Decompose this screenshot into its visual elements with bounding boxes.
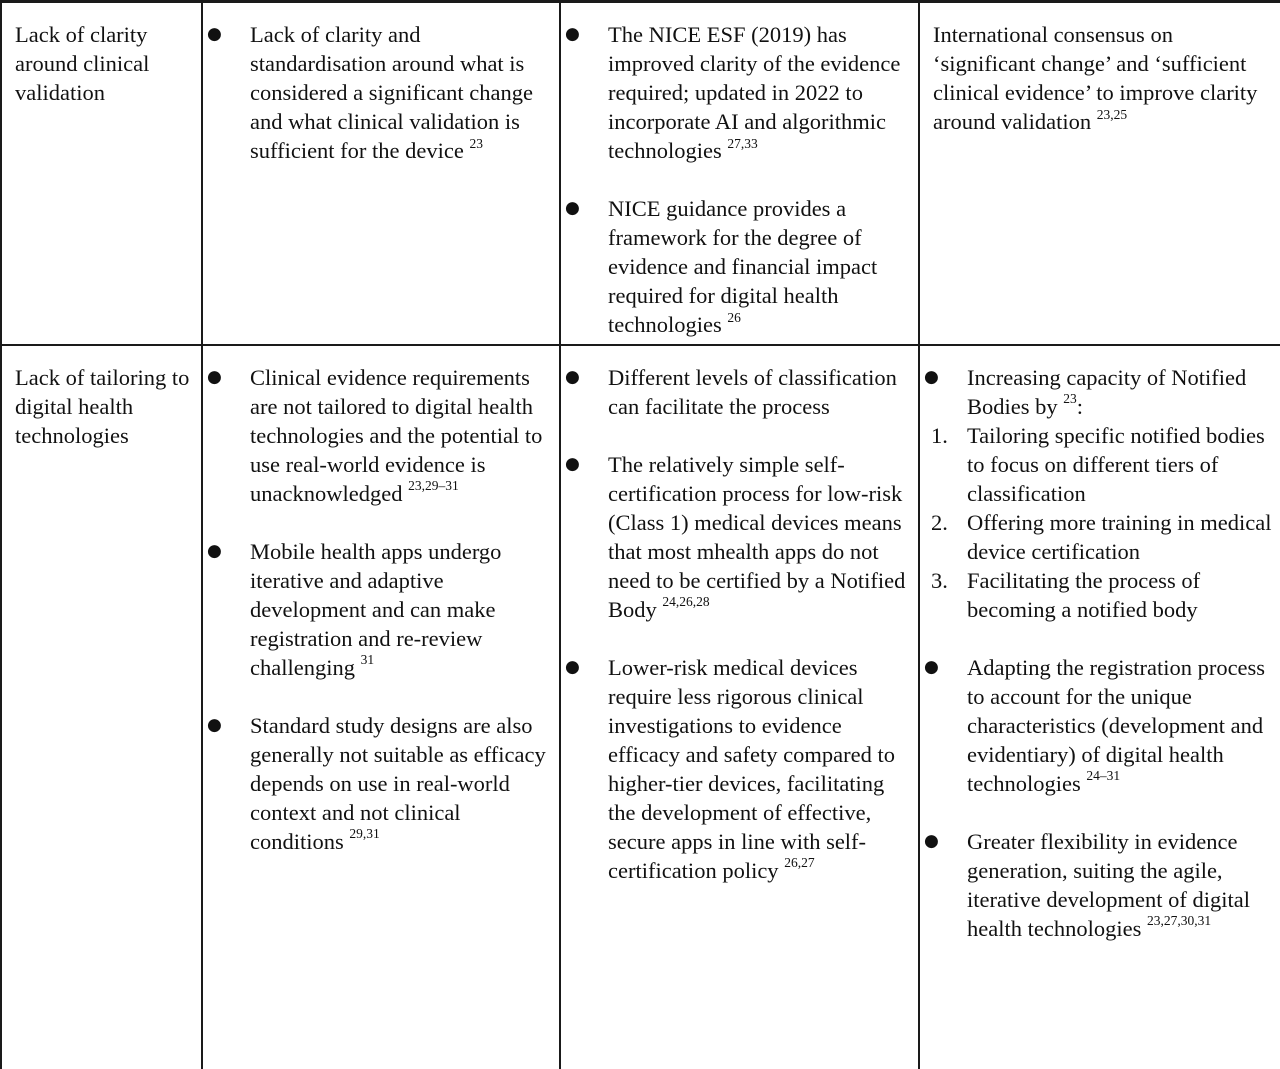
list-item: ● The relatively simple self-certification process for low-risk (Class 1) medical devices means that most mhealth apps do not need to be certified by a Notified Body $^{24,26,28}$: [565, 451, 906, 622]
reference-superscript: 26,27: [784, 855, 815, 870]
reference-superscript: 23,27,30,31: [1146, 913, 1212, 928]
bullet-icon: ●: [207, 540, 222, 561]
enablers-list: [561, 346, 918, 885]
recommendation-text: International consensus on ‘significant change’ and ‘sufficient clinical evidence’ to improve clarity around validation $^{23,25}$: [933, 22, 1258, 134]
bullet-icon: ●: [565, 656, 580, 677]
list-item: ● Lower-risk medical devices require less rigorous clinical investigations to evidence efficacy and safety compared to higher-tier devices, facilitating the development of effective, secure apps in line with self-certification policy $^{26,27}$: [565, 654, 895, 883]
bullet-icon: ●: [565, 24, 580, 44]
list-item: ● Mobile health apps undergo iterative and adaptive development and can make registration and re-review challenging $^{31}$: [207, 538, 502, 680]
list-item: ● Different levels of classification can facilitate the process: [565, 364, 897, 419]
numbered-item: 1. Tailoring specific notified bodies to focus on different tiers of classification: [931, 422, 1265, 506]
bullet-icon: ●: [207, 24, 222, 44]
recommendations-cell: [919, 2, 1280, 345]
challenges-list: [203, 3, 559, 165]
enablers-cell: [560, 2, 919, 345]
bullet-icon: ●: [565, 366, 580, 387]
table-row: [1, 2, 1280, 345]
numbered-item: 2. Offering more training in medical device certification: [931, 509, 1272, 564]
list-item: ● Lack of clarity and standardisation around what is considered a significant change and what clinical validation is sufficient for the device $^{23}$: [207, 22, 534, 163]
bullet-icon: ●: [565, 198, 580, 218]
barrier-cell: [1, 2, 202, 345]
reference-superscript: 31: [360, 652, 375, 667]
reference-superscript: 24,26,28: [662, 594, 710, 609]
list-item: ● Increasing capacity of Notified Bodies by $^{23}$: 1. Tailoring specific notified bodies to focus on different tiers of classification 2. Offering more training in medical device certification 3. Facilitating the process of becoming a notified body: [924, 364, 1272, 622]
reference-superscript: 29,31: [349, 826, 380, 841]
list-item: ● Clinical evidence requirements are not tailored to digital health technologies and the potential to use real-world evidence is unacknowledged $^{23,29-31}$: [207, 364, 543, 506]
challenges-list: [203, 346, 559, 856]
list-item: ● Standard study designs are also generally not suitable as efficacy depends on use in real-world context and not clinical conditions $^{29,31}$: [207, 712, 546, 854]
bullet-icon: ●: [924, 830, 939, 851]
barrier-text: Lack of tailoring to digital health technologies: [15, 364, 190, 448]
challenges-cell: [202, 345, 560, 1069]
table-row: [1, 345, 1280, 1069]
reference-superscript: 24–31: [1086, 768, 1121, 783]
reference-superscript: 27,33: [727, 135, 758, 151]
numbered-list: [931, 421, 1272, 624]
reference-superscript: 23: [1063, 391, 1077, 406]
challenges-cell: [202, 2, 560, 345]
reference-superscript: 23: [469, 135, 483, 151]
bullet-icon: ●: [207, 714, 222, 735]
numbered-item: 3. Facilitating the process of becoming a notified body: [931, 567, 1201, 622]
barrier-text: Lack of clarity around clinical validation: [15, 22, 150, 105]
recommendations-list: [920, 346, 1280, 943]
bullet-icon: ●: [924, 656, 939, 677]
enablers-cell: [560, 345, 919, 1069]
bullet-icon: ●: [207, 366, 222, 387]
enablers-list: [561, 3, 918, 339]
bullet-icon: ●: [924, 366, 939, 387]
recommendations-cell: [919, 345, 1280, 1069]
list-item: ● Greater flexibility in evidence generation, suiting the agile, iterative development of digital health technologies $^{23,27,30,31}$: [924, 828, 1251, 941]
reference-superscript: 23,25: [1096, 106, 1128, 122]
list-item: ● NICE guidance provides a framework for the degree of evidence and financial impact required for digital health technologies $^{26}$: [565, 196, 878, 337]
barrier-cell: [1, 345, 202, 1069]
reference-superscript: 23,29–31: [408, 478, 459, 493]
reference-superscript: 26: [727, 309, 741, 325]
list-item: ● The NICE ESF (2019) has improved clarity of the evidence required; updated in 2022 to incorporate AI and algorithmic technologies $^{27,33}$: [565, 22, 901, 163]
bullet-icon: ●: [565, 453, 580, 474]
list-item: ● Adapting the registration process to account for the unique characteristics (development and evidentiary) of digital health technologies $^{24-31}$: [924, 654, 1266, 796]
